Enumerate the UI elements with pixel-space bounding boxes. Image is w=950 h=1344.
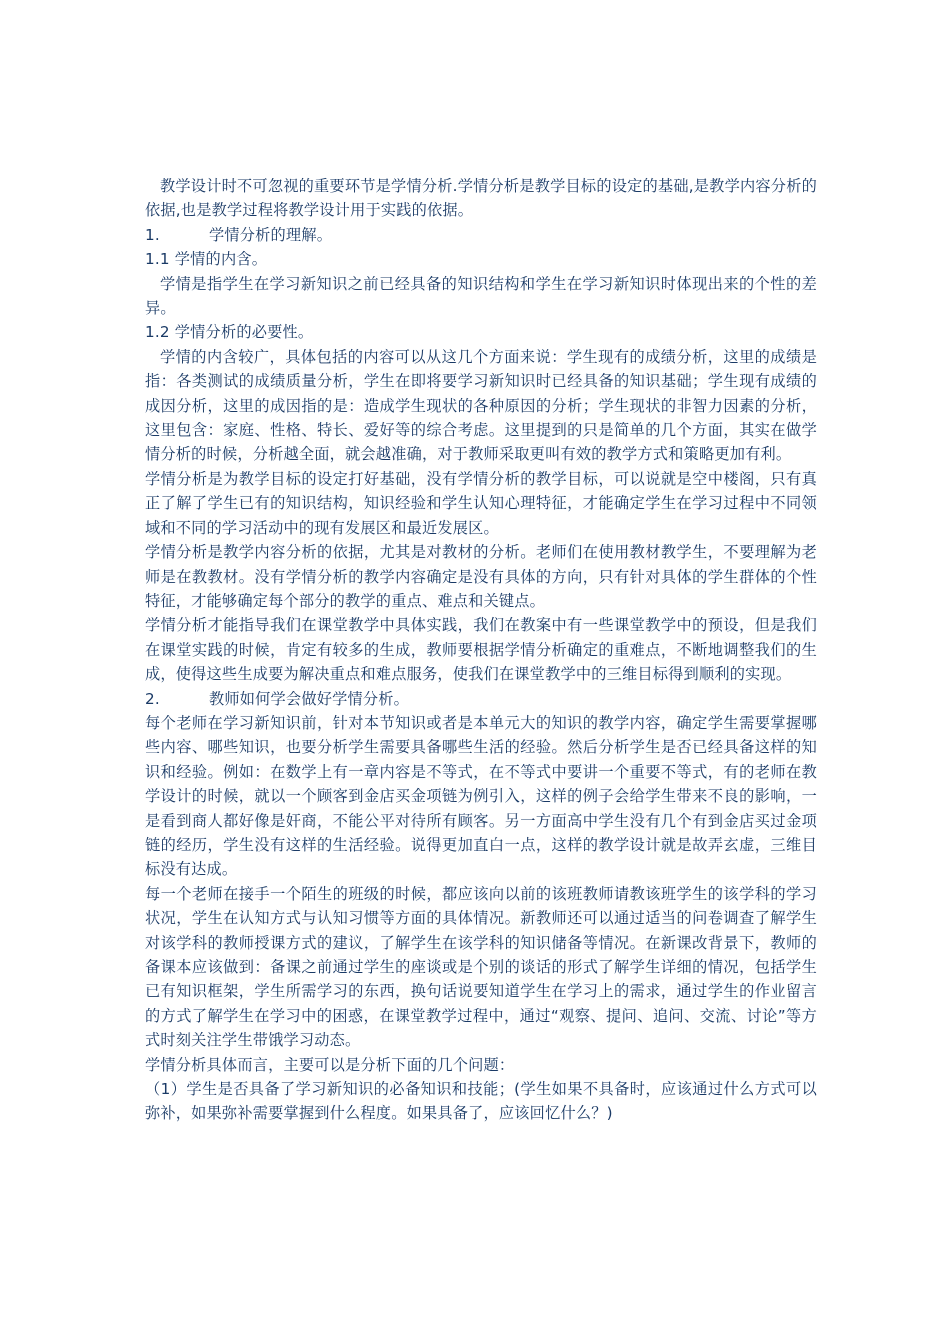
body-paragraph: 学情的内含较广，具体包括的内容可以从这几个方面来说：学生现有的成绩分析，这里的成绩是指：各类测试的成绩质量分析，学生在即将要学习新知识时已经具备的知识基础；学生现有成绩的成因分析，这里的成因指的是：造成学生现状的各种原因的分析；学生现状的非智力因素的分析，这里包含：家庭、性格、特长、爱好等的综合考虑。这里提到的只是简单的几个方面，其实在做学情分析的时候，分析越全面，就会越准确，对于教师采取更叫有效的教学方式和策略更加有利。 <box>145 347 817 464</box>
body-paragraph: 学情分析是为教学目标的设定打好基础，没有学情分析的教学目标，可以说就是空中楼阁，只有真正了解了学生已有的知识结构，知识经验和学生认知心理特征，才能确定学生在学习过程中不同领域和不同的学习活动中的现有发展区和最近发展区。 <box>145 469 817 537</box>
body-paragraph: 学情分析才能指导我们在课堂教学中具体实践，我们在教案中有一些课堂教学中的预设，但是我们在课堂实践的时候，肯定有较多的生成，教师要根据学情分析确定的重难点，不断地调整我们的生成，使得这些生成要为解决重点和难点服务，使我们在课堂教学中的三维目标得到顺利的实现。 <box>145 616 817 684</box>
subsection-heading-1-2: 1.2 学情分析的必要性。 <box>145 323 314 342</box>
list-item: （1）学生是否具备了学习新知识的必备知识和技能；(学生如果不具备时，应该通过什么方式可以弥补，如果弥补需要掌握到什么程度。如果具备了，应该回忆什么？) <box>145 1080 817 1123</box>
section-number: 2. <box>145 689 160 708</box>
section-number: 1. <box>145 225 160 244</box>
section-title: 教师如何学会做好学情分析。 <box>209 689 410 708</box>
body-paragraph: 学情分析具体而言，主要可以是分析下面的几个问题： <box>145 1055 515 1074</box>
body-paragraph: 每个老师在学习新知识前，针对本节知识或者是本单元大的知识的教学内容，确定学生需要掌握哪些内容、哪些知识，也要分析学生需要具备哪些生活的经验。然后分析学生是否已经具备这样的知识和经验。例如：在数学上有一章内容是不等式，在不等式中要讲一个重要不等式，有的老师在教学设计的时候，就以一个顾客到金店买金项链为例引入，这样的例子会给学生带来不良的影响，一是看到商人都好像是奸商，不能公平对待所有顾客。另一方面高中学生没有几个有到金店买过金项链的经历，学生没有这样的生活经验。说得更加直白一点，这样的教学设计就是故弄玄虚，三维目标没有达成。 <box>145 713 817 879</box>
section-heading-1 <box>145 223 817 247</box>
section-title: 学情分析的理解。 <box>209 225 333 244</box>
body-paragraph: 学情是指学生在学习新知识之前已经具备的知识结构和学生在学习新知识时体现出来的个性的差异。 <box>145 274 817 318</box>
document-body <box>145 174 817 1126</box>
section-heading-2 <box>145 687 817 711</box>
subsection-heading-1-1: 1.1 学情的内含。 <box>145 250 268 269</box>
body-paragraph: 每一个老师在接手一个陌生的班级的时候，都应该向以前的该班教师请教该班学生的该学科的学习状况，学生在认知方式与认知习惯等方面的具体情况。新教师还可以通过适当的问卷调查了解学生对该学科的教师授课方式的建议，了解学生在该学科的知识储备等情况。在新课改背景下，教师的备课本应该做到：备课之前通过学生的座谈或是个别的谈话的形式了解学生详细的情况，包括学生已有知识框架，学生所需学习的东西，换句话说要知道学生在学习上的需求，通过学生的作业留言的方式了解学生在学习中的困惑，在课堂教学过程中，通过“观察、提问、追问、交流、讨论”等方式时刻关注学生带饿学习动态。 <box>145 884 817 1050</box>
intro-paragraph: 教学设计时不可忽视的重要环节是学情分析.学情分析是教学目标的设定的基础,是教学内容分析的依据,也是教学过程将教学设计用于实践的依据。 <box>145 177 817 220</box>
body-paragraph: 学情分析是教学内容分析的依据，尤其是对教材的分析。老师们在使用教材教学生，不要理解为老师是在教教材。没有学情分析的教学内容确定是没有具体的方向，只有针对具体的学生群体的个性特征，才能够确定每个部分的教学的重点、难点和关键点。 <box>145 543 817 610</box>
